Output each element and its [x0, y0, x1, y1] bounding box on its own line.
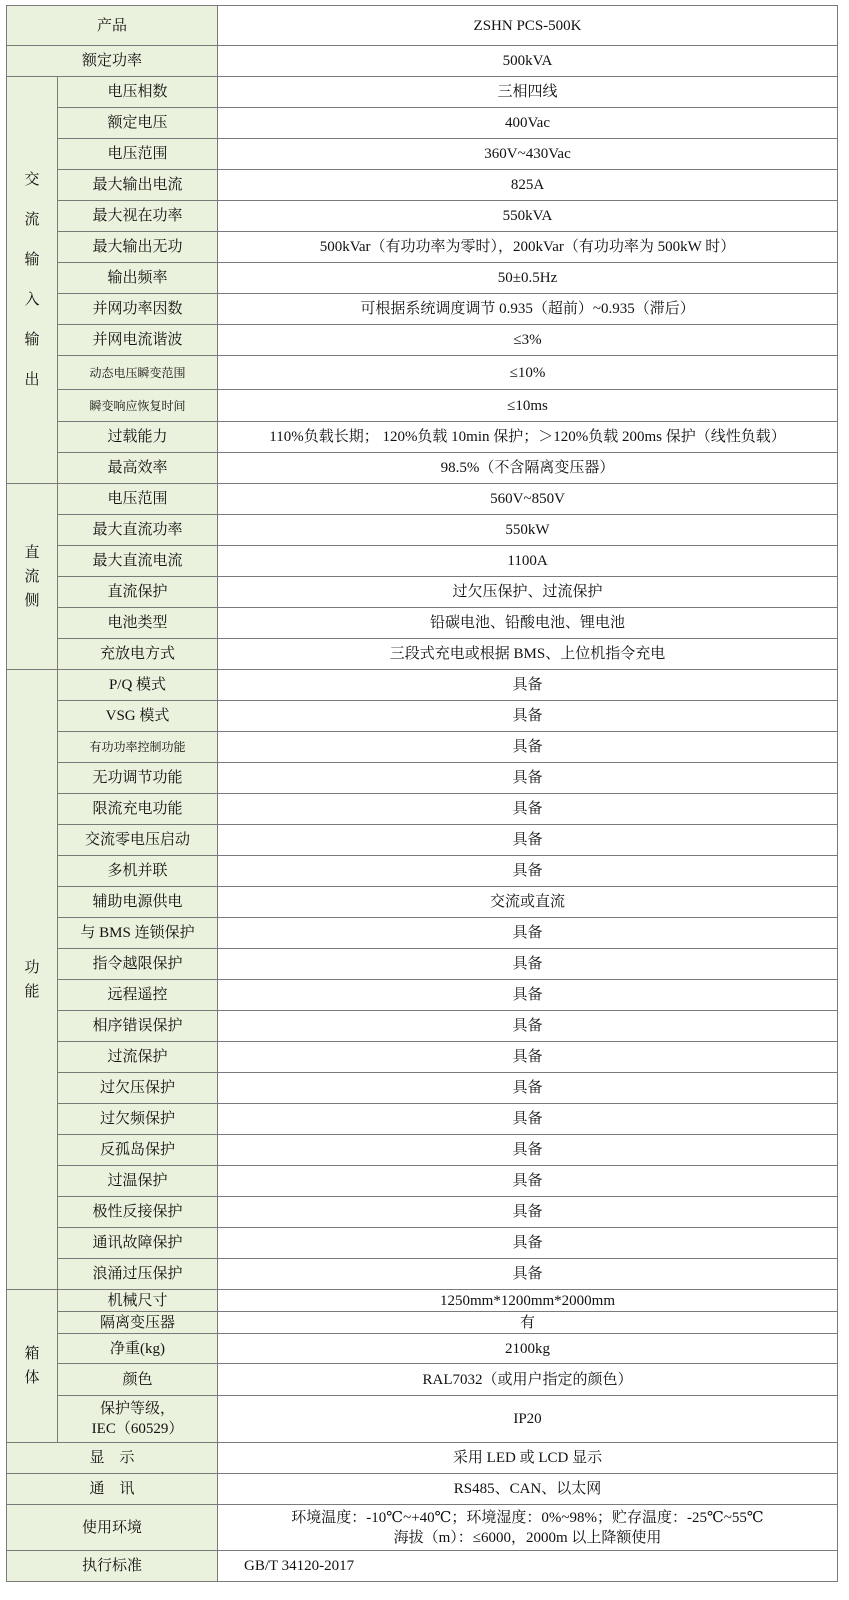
spec-table [6, 5, 838, 1582]
table-row [7, 608, 838, 639]
table-row [7, 887, 838, 918]
row-label: 过流保护 [58, 1042, 218, 1073]
row-value: 具备 [218, 918, 838, 949]
table-row [7, 918, 838, 949]
row-label: 与 BMS 连锁保护 [58, 918, 218, 949]
table-row [7, 77, 838, 108]
table-row [7, 949, 838, 980]
row-value: 具备 [218, 1166, 838, 1197]
row-value: ≤10% [218, 356, 838, 390]
comm-label: 通 讯 [7, 1474, 218, 1505]
row-value: 50±0.5Hz [218, 263, 838, 294]
row-value: 1100A [218, 546, 838, 577]
table-row [7, 980, 838, 1011]
display-value: 采用 LED 或 LCD 显示 [218, 1443, 838, 1474]
table-row [7, 732, 838, 763]
row-value: 三相四线 [218, 77, 838, 108]
row-label: 相序错误保护 [58, 1011, 218, 1042]
table-row [7, 325, 838, 356]
row-label: 远程遥控 [58, 980, 218, 1011]
dc-group-title-text: 直 流 侧 [24, 544, 40, 609]
row-value: 550kVA [218, 201, 838, 232]
table-row [7, 1135, 838, 1166]
func-group-title-text: 功 能 [24, 959, 40, 1000]
table-row [7, 46, 838, 77]
rated-power-value: 500kVA [218, 46, 838, 77]
rated-power-label: 额定功率 [7, 46, 218, 77]
row-value: 具备 [218, 1197, 838, 1228]
row-label: 最大视在功率 [58, 201, 218, 232]
product-value: ZSHN PCS-500K [218, 6, 838, 46]
table-row [7, 1474, 838, 1505]
row-value: 具备 [218, 1228, 838, 1259]
row-label: 过载能力 [58, 422, 218, 453]
table-row [7, 1228, 838, 1259]
row-value: 具备 [218, 825, 838, 856]
table-row [7, 515, 838, 546]
row-label: VSG 模式 [58, 701, 218, 732]
row-label: 最大直流功率 [58, 515, 218, 546]
row-label: 直流保护 [58, 577, 218, 608]
row-label: 并网功率因数 [58, 294, 218, 325]
row-value: 具备 [218, 856, 838, 887]
table-row [7, 1443, 838, 1474]
row-label: 通讯故障保护 [58, 1228, 218, 1259]
row-value: 550kW [218, 515, 838, 546]
table-row [7, 139, 838, 170]
row-label: 输出频率 [58, 263, 218, 294]
table-row [7, 1042, 838, 1073]
row-label: 瞬变响应恢复时间 [58, 390, 218, 422]
row-label: 净重(kg) [58, 1334, 218, 1364]
row-label: 反孤岛保护 [58, 1135, 218, 1166]
row-label: 多机并联 [58, 856, 218, 887]
row-value: 具备 [218, 1011, 838, 1042]
table-row [7, 1259, 838, 1290]
table-row [7, 1104, 838, 1135]
table-row [7, 825, 838, 856]
table-row [7, 856, 838, 887]
row-value: 560V~850V [218, 484, 838, 515]
row-value: 98.5%（不含隔离变压器） [218, 453, 838, 484]
table-row [7, 1290, 838, 1312]
func-group-title [7, 670, 58, 1290]
row-label: 隔离变压器 [58, 1312, 218, 1334]
ac-group-title-text: 交 流 输 入 输 出 [24, 172, 40, 388]
row-value: 360V~430Vac [218, 139, 838, 170]
table-row [7, 390, 838, 422]
row-value: 具备 [218, 1104, 838, 1135]
table-row [7, 484, 838, 515]
row-value: 具备 [218, 1259, 838, 1290]
standard-value: GB/T 34120-2017 [218, 1551, 838, 1582]
row-value: 三段式充电或根据 BMS、上位机指令充电 [218, 639, 838, 670]
row-label: 最高效率 [58, 453, 218, 484]
row-value: ≤3% [218, 325, 838, 356]
row-value: 具备 [218, 732, 838, 763]
row-label: 极性反接保护 [58, 1197, 218, 1228]
table-row [7, 701, 838, 732]
row-value: 825A [218, 170, 838, 201]
table-row [7, 1166, 838, 1197]
row-label [58, 1396, 218, 1443]
row-value: 具备 [218, 949, 838, 980]
row-label: 额定电压 [58, 108, 218, 139]
table-row [7, 201, 838, 232]
table-row [7, 546, 838, 577]
cabinet-group-title [7, 1290, 58, 1443]
row-label: 过欠频保护 [58, 1104, 218, 1135]
product-label: 产品 [7, 6, 218, 46]
protection-level-label-text: 保护等级， IEC（60529） [91, 1401, 184, 1437]
row-value: 有 [218, 1312, 838, 1334]
row-label: 最大输出无功 [58, 232, 218, 263]
row-value: 具备 [218, 1073, 838, 1104]
table-row [7, 1364, 838, 1396]
row-label: 最大输出电流 [58, 170, 218, 201]
row-value: 过欠压保护、过流保护 [218, 577, 838, 608]
row-label: 并网电流谐波 [58, 325, 218, 356]
row-value: 400Vac [218, 108, 838, 139]
ac-group-title [7, 77, 58, 484]
row-value: 2100kg [218, 1334, 838, 1364]
table-row [7, 294, 838, 325]
row-value: 1250mm*1200mm*2000mm [218, 1290, 838, 1312]
table-row [7, 1505, 838, 1551]
row-label: 过欠压保护 [58, 1073, 218, 1104]
row-label: 电压范围 [58, 139, 218, 170]
row-value: 具备 [218, 980, 838, 1011]
row-label: 电池类型 [58, 608, 218, 639]
row-label: 最大直流电流 [58, 546, 218, 577]
table-row [7, 1011, 838, 1042]
row-label: 充放电方式 [58, 639, 218, 670]
table-row [7, 794, 838, 825]
row-value: 具备 [218, 1135, 838, 1166]
row-value: 可根据系统调度调节 0.935（超前）~0.935（滞后） [218, 294, 838, 325]
table-row [7, 1551, 838, 1582]
display-label: 显 示 [7, 1443, 218, 1474]
table-row [7, 422, 838, 453]
row-label: 限流充电功能 [58, 794, 218, 825]
env-value [218, 1505, 838, 1551]
table-row [7, 639, 838, 670]
row-label: 辅助电源供电 [58, 887, 218, 918]
table-row [7, 1312, 838, 1334]
table-row [7, 170, 838, 201]
env-value-text: 环境温度：-10℃~+40℃；环境湿度：0%~98%；贮存温度：-25℃~55℃ 海拔（m）：≤6000，2000m 以上降额使用 [291, 1509, 764, 1546]
table-row [7, 577, 838, 608]
row-label: 交流零电压启动 [58, 825, 218, 856]
row-label: P/Q 模式 [58, 670, 218, 701]
row-label: 颜色 [58, 1364, 218, 1396]
row-label: 电压范围 [58, 484, 218, 515]
row-value: 具备 [218, 1042, 838, 1073]
row-label: 电压相数 [58, 77, 218, 108]
row-value: 500kVar（有功功率为零时），200kVar（有功功率为 500kW 时） [218, 232, 838, 263]
table-row [7, 453, 838, 484]
row-value: 具备 [218, 794, 838, 825]
row-value: 具备 [218, 701, 838, 732]
row-label: 浪涌过压保护 [58, 1259, 218, 1290]
table-row [7, 1396, 838, 1443]
dc-group-title [7, 484, 58, 670]
table-row [7, 763, 838, 794]
row-label: 动态电压瞬变范围 [58, 356, 218, 390]
row-value: 交流或直流 [218, 887, 838, 918]
row-label: 机械尺寸 [58, 1290, 218, 1312]
row-value: 具备 [218, 763, 838, 794]
row-value: 110%负载长期； 120%负载 10min 保护；＞120%负载 200ms 保护（线性负载） [218, 422, 838, 453]
row-label: 无功调节功能 [58, 763, 218, 794]
row-label: 有功功率控制功能 [58, 732, 218, 763]
row-value: RAL7032（或用户指定的颜色） [218, 1364, 838, 1396]
table-row [7, 108, 838, 139]
row-value: 铅碳电池、铅酸电池、锂电池 [218, 608, 838, 639]
row-value: ≤10ms [218, 390, 838, 422]
env-label: 使用环境 [7, 1505, 218, 1551]
table-row [7, 1073, 838, 1104]
table-row [7, 6, 838, 46]
table-row [7, 232, 838, 263]
table-row [7, 1334, 838, 1364]
table-row [7, 263, 838, 294]
cabinet-group-title-text: 箱 体 [24, 1346, 40, 1386]
row-label: 指令越限保护 [58, 949, 218, 980]
standard-label: 执行标准 [7, 1551, 218, 1582]
table-row [7, 1197, 838, 1228]
comm-value: RS485、CAN、以太网 [218, 1474, 838, 1505]
row-value: 具备 [218, 670, 838, 701]
table-row [7, 356, 838, 390]
row-label: 过温保护 [58, 1166, 218, 1197]
row-value: IP20 [218, 1396, 838, 1443]
table-row [7, 670, 838, 701]
